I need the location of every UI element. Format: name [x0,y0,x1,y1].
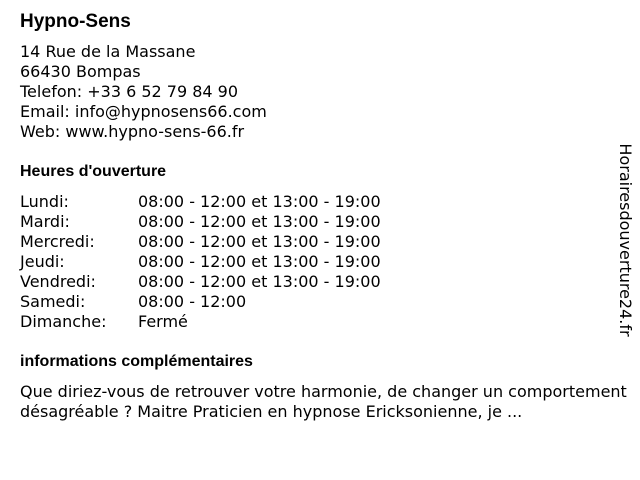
hours-time: 08:00 - 12:00 et 13:00 - 19:00 [138,252,381,271]
hours-row-tuesday [20,212,615,232]
hours-row-saturday [20,292,615,312]
address-city: 66430 Bompas [20,62,141,81]
hours-row-friday [20,272,615,292]
hours-row-sunday [20,312,615,332]
business-name: Hypno-Sens [20,11,131,32]
hours-time: 08:00 - 12:00 et 13:00 - 19:00 [138,232,381,251]
hours-time: 08:00 - 12:00 [138,292,247,311]
hours-day: Jeudi: [20,252,65,271]
hours-time: Fermé [138,312,188,331]
info-heading: informations complémentaires [20,353,253,370]
hours-day: Dimanche: [20,312,107,331]
hours-table [20,192,615,332]
hours-day: Mercredi: [20,232,95,251]
email-line: Email: info@hypnosens66.com [20,102,267,121]
hours-row-monday [20,192,615,212]
hours-day: Samedi: [20,292,86,311]
site-watermark: Horairesdouverture24.fr [616,143,635,337]
website-line: Web: www.hypno-sens-66.fr [20,122,245,141]
phone-line: Telefon: +33 6 52 79 84 90 [20,82,239,101]
hours-row-thursday [20,252,615,272]
info-description: Que diriez-vous de retrouver votre harmonie, de changer un comportement désagréable ? Maitre Praticien en hypnose Ericksonienne, je ... [20,382,627,421]
hours-time: 08:00 - 12:00 et 13:00 - 19:00 [138,272,381,291]
hours-day: Lundi: [20,192,69,211]
hours-day: Vendredi: [20,272,96,291]
contact-block [20,42,615,142]
hours-time: 08:00 - 12:00 et 13:00 - 19:00 [138,212,381,231]
hours-day: Mardi: [20,212,70,231]
hours-time: 08:00 - 12:00 et 13:00 - 19:00 [138,192,381,211]
address-street: 14 Rue de la Massane [20,42,196,61]
hours-heading: Heures d'ouverture [20,163,167,180]
hours-row-wednesday [20,232,615,252]
